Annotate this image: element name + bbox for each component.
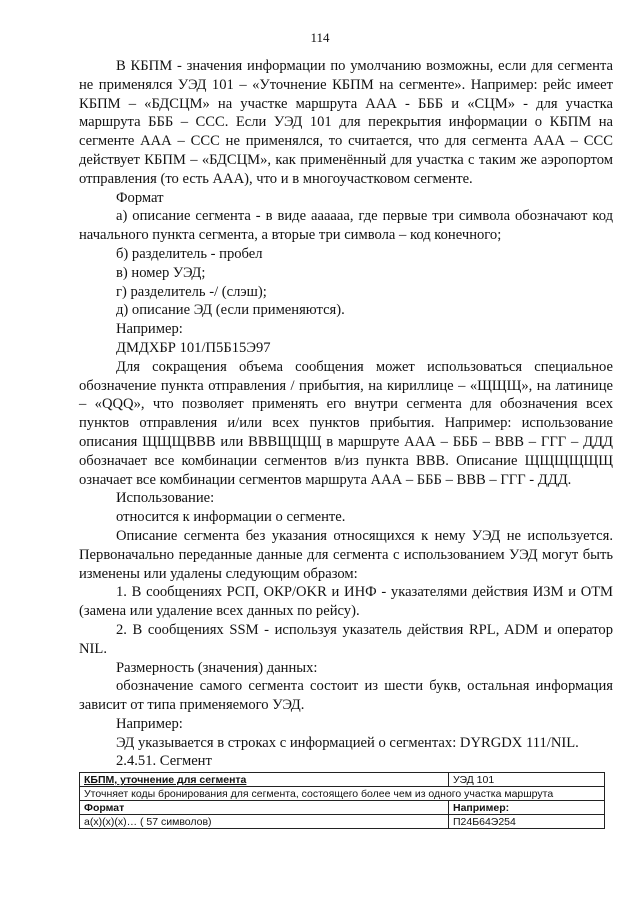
format-item-d: д) описание ЭД (если применяются). (116, 302, 345, 319)
dimension-text: обозначение самого сегмента состоит из шести букв, остальная информация зависит от типа применяемого УЭД. (79, 678, 613, 714)
table-row (80, 815, 605, 829)
table-row (80, 787, 605, 801)
element-spec-table (79, 772, 605, 829)
example-code: ДМДХБР 101/П5Б15Э97 (116, 339, 271, 356)
paragraph-kbpm-default: В КБПМ - значения информации по умолчанию возможны, если для сегмента не применялся УЭД 101 – «Уточнение КБПМ на сегменте». Например: рейс имеет КБПМ – «БДСЦМ» на участке маршрута ААА - БББ и «СЦМ» - для участка маршрута БББ – ССС. Если УЭД 101 для перекрытия информации о КБПМ на сегменте ААА – ССС не применялся, то считается, что для сегмента ААА – ССС действует КБПМ – «БДСЦМ», как применённый для участка с таким же аэропортом отправления (то есть ААА), что и в многоучастковом сегменте. (79, 58, 613, 187)
table-example-value: П24Б64Э254 (449, 815, 605, 829)
table-example-label: Например: (449, 801, 605, 815)
table-format-value: а(х)(х)(х)… ( 57 символов) (80, 815, 449, 829)
usage-heading: Использование: (116, 490, 215, 507)
format-item-a: а) описание сегмента - в виде аааааа, где первые три символа обозначают код начального пункта сегмента, а вторые три символа – код конечного; (79, 208, 613, 244)
usage-text: относится к информации о сегменте. (116, 509, 346, 526)
paragraph-special-designation: Для сокращения объема сообщения может использоваться специальное обозначение пункта отправления / прибытия, на кириллице – «ЩЩЩ», на латинице – «QQQ», что позволяет применять его внутри сегмента для обозначения всех пунктов отправления и/или всех пунктов прибытия. Например: использование описания ЩЩЩВВВ или ВВВЩЩЩ в маршруте ААА – БББ – ВВВ – ГГГ – ДДД обозначает все комбинации сегментов в/из пункта ВВВ. Описание ЩЩЩЩЩЩ означает все комбинации сегментов маршрута ААА – БББ – ВВВ – ГГГ - ДДД. (79, 358, 613, 488)
list-item-2: 2. В сообщениях SSM - используя указатель действия RPL, ADM и оператор NIL. (79, 621, 613, 657)
dimension-heading: Размерность (значения) данных: (116, 659, 318, 676)
page-number: 114 (310, 30, 330, 45)
format-item-b: б) разделитель - пробел (116, 245, 263, 262)
document-body (79, 57, 613, 829)
format-heading: Формат (116, 189, 164, 206)
format-item-g: г) разделитель -/ (слэш); (116, 283, 267, 300)
table-row (80, 801, 605, 815)
example-heading: Например: (116, 321, 183, 338)
section-heading: 2.4.51. Сегмент (116, 753, 212, 770)
table-format-label: Формат (80, 801, 449, 815)
table-description-cell: Уточняет коды бронирования для сегмента, состоящего более чем из одного участка маршрута (80, 787, 605, 801)
table-code-cell: УЭД 101 (449, 773, 605, 787)
example2-heading: Например: (116, 715, 183, 732)
table-row (80, 773, 605, 787)
format-item-v: в) номер УЭД; (116, 264, 206, 281)
list-item-1: 1. В сообщениях РСП, ОКР/OKR и ИНФ - указателями действия ИЗМ и ОТМ (замена или удаление всех данных по рейсу). (79, 584, 613, 620)
table-title-cell: КБПМ, уточнение для сегмента (80, 773, 449, 787)
example2-text: ЭД указывается в строках с информацией о сегментах: DYRGDX 111/NIL. (116, 734, 579, 751)
paragraph-segment-description: Описание сегмента без указания относящихся к нему УЭД не используется. Первоначально переданные данные для сегмента с использованием УЭД могут быть изменены или удалены следующим образом: (79, 527, 613, 582)
